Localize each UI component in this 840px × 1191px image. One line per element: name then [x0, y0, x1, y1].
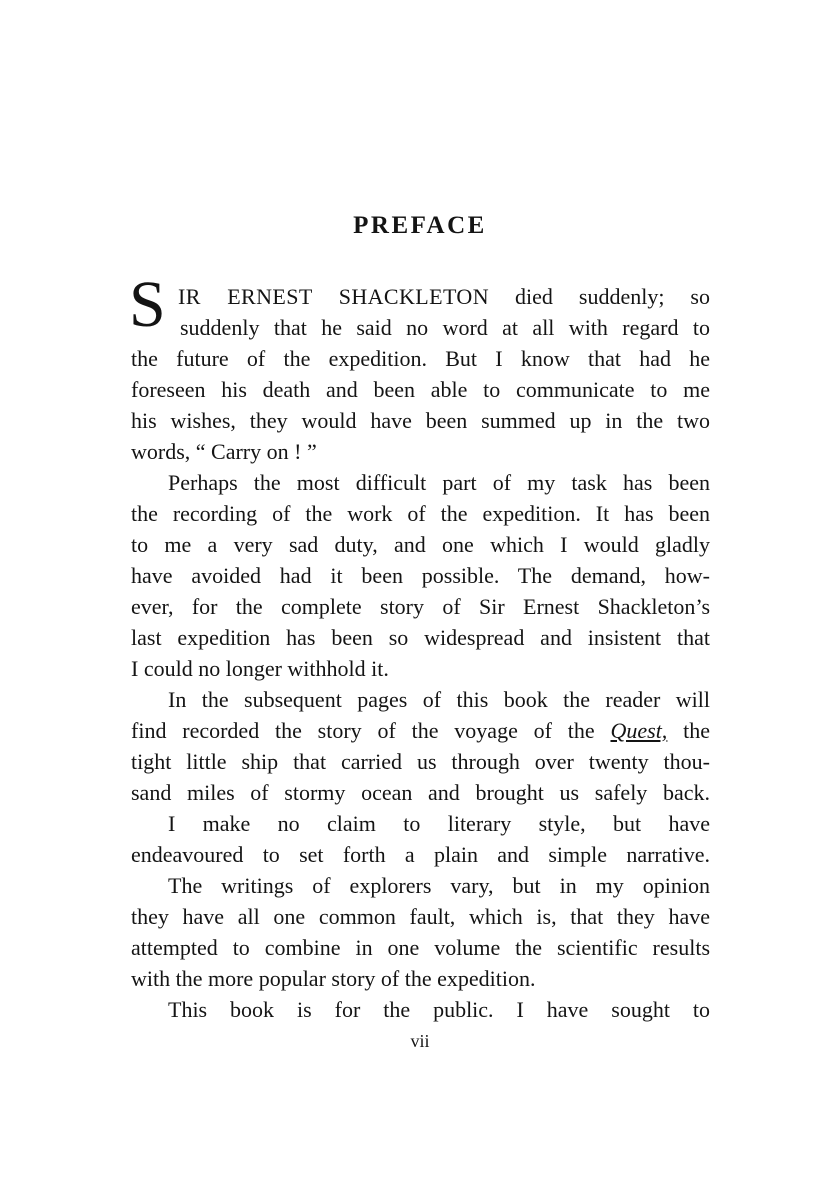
text-line: This book is for the public. I have sought to	[168, 997, 710, 1022]
text-line: endeavoured to set forth a plain and simple narrative.	[131, 842, 710, 867]
name-small-caps: IR ERNEST SHACKLETON	[178, 284, 489, 309]
text-line: The writings of explorers vary, but in my opinion	[168, 873, 710, 898]
text-line: I could no longer withhold it.	[131, 656, 389, 681]
drop-cap: S	[129, 268, 166, 341]
text-line: the recording of the work of the expedition. It has been	[131, 501, 710, 526]
text-line: In the subsequent pages of this book the reader will	[168, 687, 710, 712]
ship-name: Quest,	[610, 718, 668, 743]
text-line: with the more popular story of the expedition.	[131, 966, 536, 991]
text-line: IR ERNEST SHACKLETON died suddenly; so	[178, 284, 710, 309]
text-line: foreseen his death and been able to communicate to me	[131, 377, 710, 402]
page-number: vii	[410, 1031, 430, 1051]
text-line: I make no claim to literary style, but have	[168, 811, 710, 836]
page-title: PREFACE	[353, 212, 487, 239]
text-line: attempted to combine in one volume the scientific results	[131, 935, 710, 960]
text-line: the future of the expedition. But I know that had he	[131, 346, 710, 371]
text-line: find recorded the story of the voyage of the Quest, the	[131, 718, 710, 743]
text-line: last expedition has been so widespread and insistent that	[131, 625, 710, 650]
text-line: suddenly that he said no word at all with regard to	[180, 315, 710, 340]
text-line: words, “ Carry on ! ”	[131, 439, 317, 464]
text-line: tight little ship that carried us through over twenty thou-	[131, 749, 710, 774]
text-line: sand miles of stormy ocean and brought us safely back.	[131, 780, 710, 805]
text-line: have avoided had it been possible. The demand, how-	[131, 563, 710, 588]
text-line: ever, for the complete story of Sir Ernest Shackleton’s	[131, 594, 710, 619]
text-line: Perhaps the most difficult part of my task has been	[168, 470, 710, 495]
text-line: his wishes, they would have been summed up in the two	[131, 408, 710, 433]
text-line: to me a very sad duty, and one which I would gladly	[131, 532, 710, 557]
text-line: they have all one common fault, which is, that they have	[131, 904, 710, 929]
